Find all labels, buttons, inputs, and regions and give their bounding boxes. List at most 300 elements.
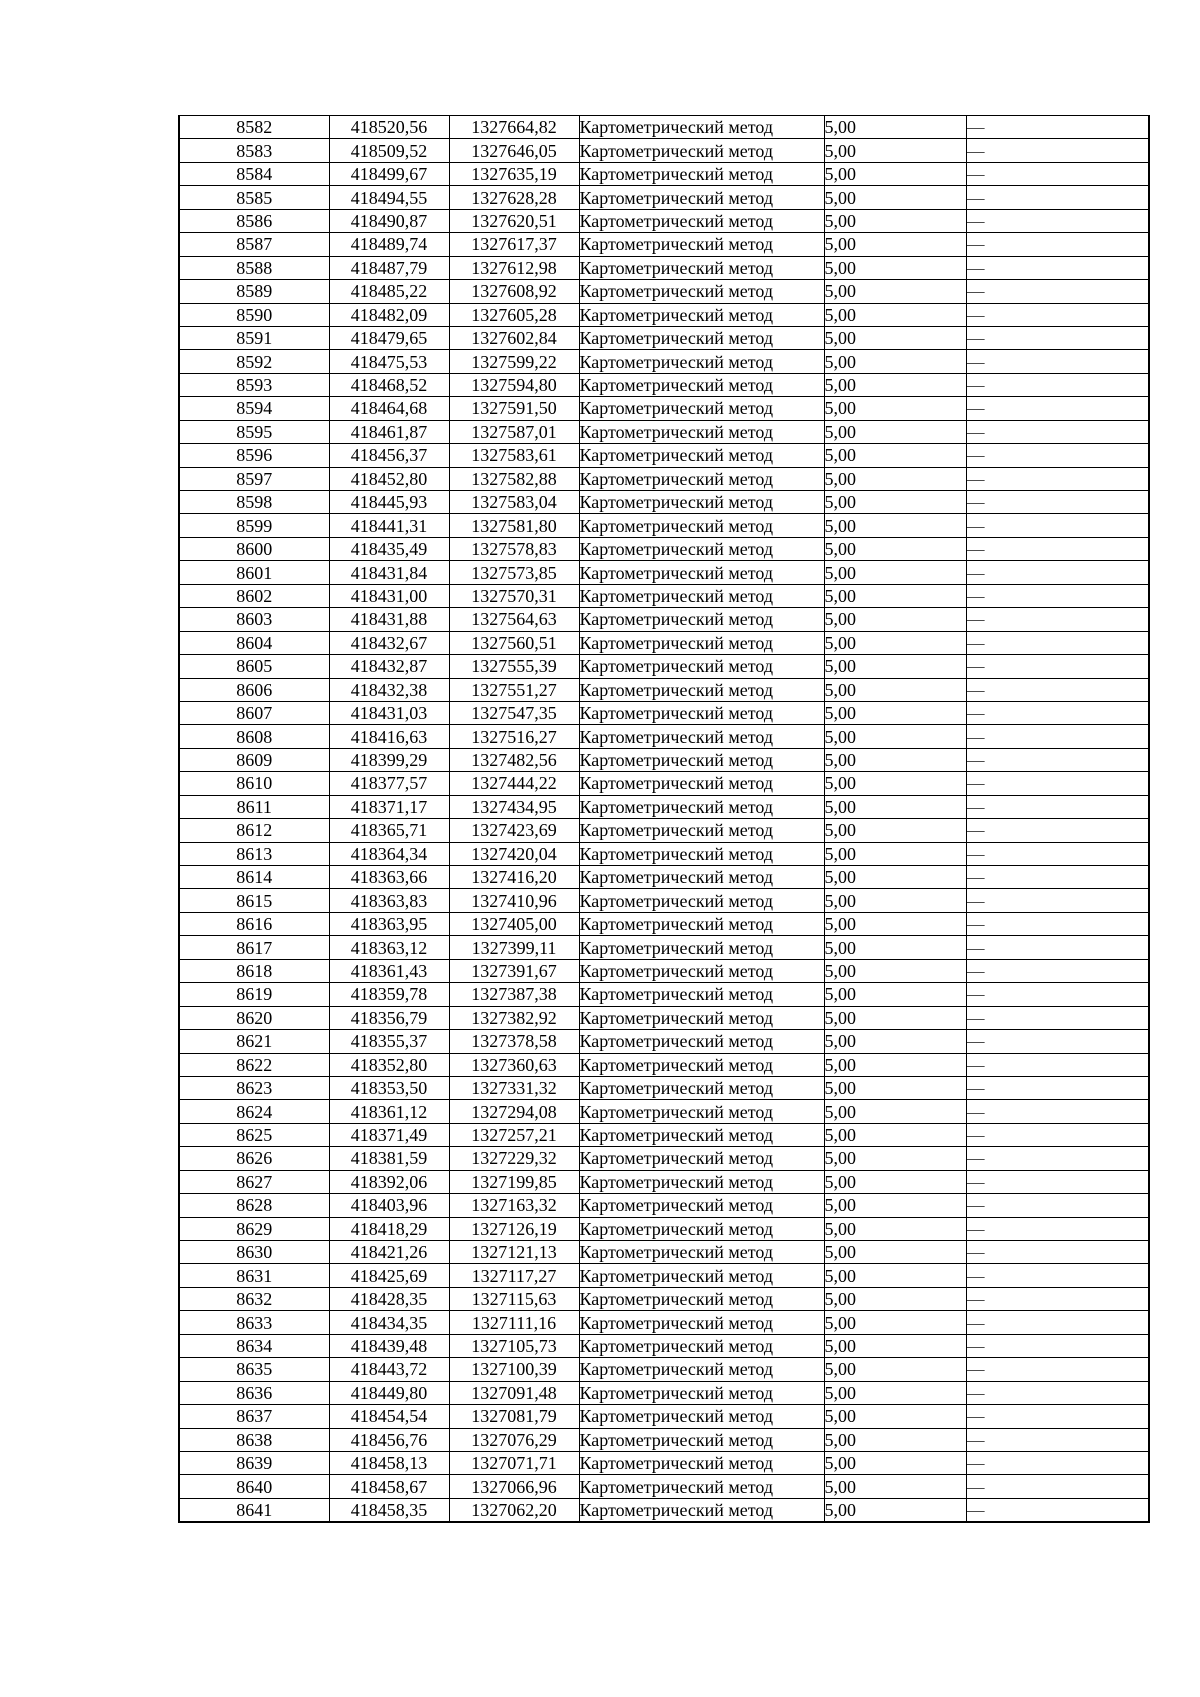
note-cell: — xyxy=(966,233,1149,256)
coord-y-cell: 1327587,01 xyxy=(449,420,579,443)
coordinates-table xyxy=(178,115,1150,1523)
table-row xyxy=(179,373,1149,396)
method-cell: Картометрический метод xyxy=(579,1381,824,1404)
accuracy-cell: 5,00 xyxy=(824,444,966,467)
coord-x-cell: 418363,66 xyxy=(329,866,449,889)
point-number-cell: 8591 xyxy=(179,326,329,349)
table-row xyxy=(179,1287,1149,1310)
coord-y-cell: 1327578,83 xyxy=(449,537,579,560)
coord-x-cell: 418356,79 xyxy=(329,1006,449,1029)
table-row xyxy=(179,819,1149,842)
method-cell: Картометрический метод xyxy=(579,116,824,139)
accuracy-cell: 5,00 xyxy=(824,655,966,678)
point-number-cell: 8597 xyxy=(179,467,329,490)
accuracy-cell: 5,00 xyxy=(824,772,966,795)
table-row xyxy=(179,1264,1149,1287)
coord-x-cell: 418364,34 xyxy=(329,842,449,865)
method-cell: Картометрический метод xyxy=(579,280,824,303)
coord-y-cell: 1327199,85 xyxy=(449,1170,579,1193)
coord-x-cell: 418361,43 xyxy=(329,959,449,982)
table-row xyxy=(179,209,1149,232)
table-row xyxy=(179,561,1149,584)
coord-y-cell: 1327423,69 xyxy=(449,819,579,842)
method-cell: Картометрический метод xyxy=(579,1451,824,1474)
coord-y-cell: 1327416,20 xyxy=(449,866,579,889)
point-number-cell: 8598 xyxy=(179,491,329,514)
coord-x-cell: 418418,29 xyxy=(329,1217,449,1240)
accuracy-cell: 5,00 xyxy=(824,1358,966,1381)
note-cell: — xyxy=(966,1311,1149,1334)
method-cell: Картометрический метод xyxy=(579,420,824,443)
method-cell: Картометрический метод xyxy=(579,1194,824,1217)
coord-y-cell: 1327360,63 xyxy=(449,1053,579,1076)
point-number-cell: 8603 xyxy=(179,608,329,631)
coord-y-cell: 1327583,61 xyxy=(449,444,579,467)
table-row xyxy=(179,256,1149,279)
table-row xyxy=(179,912,1149,935)
table-row xyxy=(179,1451,1149,1474)
coord-x-cell: 418439,48 xyxy=(329,1334,449,1357)
coord-y-cell: 1327410,96 xyxy=(449,889,579,912)
point-number-cell: 8618 xyxy=(179,959,329,982)
coord-y-cell: 1327551,27 xyxy=(449,678,579,701)
coord-x-cell: 418487,79 xyxy=(329,256,449,279)
note-cell: — xyxy=(966,1451,1149,1474)
accuracy-cell: 5,00 xyxy=(824,514,966,537)
accuracy-cell: 5,00 xyxy=(824,139,966,162)
method-cell: Картометрический метод xyxy=(579,1287,824,1310)
point-number-cell: 8638 xyxy=(179,1428,329,1451)
accuracy-cell: 5,00 xyxy=(824,912,966,935)
note-cell: — xyxy=(966,748,1149,771)
note-cell: — xyxy=(966,1264,1149,1287)
coord-y-cell: 1327444,22 xyxy=(449,772,579,795)
coord-y-cell: 1327599,22 xyxy=(449,350,579,373)
point-number-cell: 8626 xyxy=(179,1147,329,1170)
note-cell: — xyxy=(966,912,1149,935)
accuracy-cell: 5,00 xyxy=(824,1451,966,1474)
note-cell: — xyxy=(966,186,1149,209)
method-cell: Картометрический метод xyxy=(579,1076,824,1099)
note-cell: — xyxy=(966,467,1149,490)
coord-y-cell: 1327076,29 xyxy=(449,1428,579,1451)
coord-x-cell: 418421,26 xyxy=(329,1241,449,1264)
coord-x-cell: 418494,55 xyxy=(329,186,449,209)
accuracy-cell: 5,00 xyxy=(824,1241,966,1264)
table-row xyxy=(179,1170,1149,1193)
coord-x-cell: 418425,69 xyxy=(329,1264,449,1287)
table-row xyxy=(179,139,1149,162)
coord-y-cell: 1327062,20 xyxy=(449,1498,579,1521)
method-cell: Картометрический метод xyxy=(579,1311,824,1334)
note-cell: — xyxy=(966,491,1149,514)
coord-y-cell: 1327121,13 xyxy=(449,1241,579,1264)
coord-x-cell: 418392,06 xyxy=(329,1170,449,1193)
coord-x-cell: 418456,76 xyxy=(329,1428,449,1451)
note-cell: — xyxy=(966,1475,1149,1498)
coord-y-cell: 1327399,11 xyxy=(449,936,579,959)
coord-y-cell: 1327612,98 xyxy=(449,256,579,279)
point-number-cell: 8585 xyxy=(179,186,329,209)
accuracy-cell: 5,00 xyxy=(824,186,966,209)
point-number-cell: 8629 xyxy=(179,1217,329,1240)
method-cell: Картометрический метод xyxy=(579,748,824,771)
method-cell: Картометрический метод xyxy=(579,1405,824,1428)
note-cell: — xyxy=(966,959,1149,982)
coord-y-cell: 1327391,67 xyxy=(449,959,579,982)
table-row xyxy=(179,1076,1149,1099)
table-row xyxy=(179,701,1149,724)
accuracy-cell: 5,00 xyxy=(824,866,966,889)
table-row xyxy=(179,772,1149,795)
note-cell: — xyxy=(966,420,1149,443)
point-number-cell: 8602 xyxy=(179,584,329,607)
note-cell: — xyxy=(966,701,1149,724)
note-cell: — xyxy=(966,1334,1149,1357)
coord-y-cell: 1327582,88 xyxy=(449,467,579,490)
coord-x-cell: 418428,35 xyxy=(329,1287,449,1310)
coord-y-cell: 1327635,19 xyxy=(449,162,579,185)
method-cell: Картометрический метод xyxy=(579,678,824,701)
note-cell: — xyxy=(966,584,1149,607)
note-cell: — xyxy=(966,842,1149,865)
coord-x-cell: 418458,13 xyxy=(329,1451,449,1474)
table-row xyxy=(179,1194,1149,1217)
point-number-cell: 8593 xyxy=(179,373,329,396)
accuracy-cell: 5,00 xyxy=(824,1053,966,1076)
point-number-cell: 8615 xyxy=(179,889,329,912)
note-cell: — xyxy=(966,116,1149,139)
method-cell: Картометрический метод xyxy=(579,983,824,1006)
note-cell: — xyxy=(966,1006,1149,1029)
coord-x-cell: 418365,71 xyxy=(329,819,449,842)
method-cell: Картометрический метод xyxy=(579,631,824,654)
point-number-cell: 8600 xyxy=(179,537,329,560)
accuracy-cell: 5,00 xyxy=(824,1381,966,1404)
coord-x-cell: 418449,80 xyxy=(329,1381,449,1404)
table-row xyxy=(179,397,1149,420)
note-cell: — xyxy=(966,1053,1149,1076)
coord-y-cell: 1327482,56 xyxy=(449,748,579,771)
method-cell: Картометрический метод xyxy=(579,209,824,232)
table-row xyxy=(179,537,1149,560)
note-cell: — xyxy=(966,1287,1149,1310)
note-cell: — xyxy=(966,936,1149,959)
method-cell: Картометрический метод xyxy=(579,303,824,326)
point-number-cell: 8605 xyxy=(179,655,329,678)
table-row xyxy=(179,1405,1149,1428)
coord-x-cell: 418431,84 xyxy=(329,561,449,584)
method-cell: Картометрический метод xyxy=(579,467,824,490)
coord-x-cell: 418475,53 xyxy=(329,350,449,373)
note-cell: — xyxy=(966,678,1149,701)
point-number-cell: 8632 xyxy=(179,1287,329,1310)
table-row xyxy=(179,280,1149,303)
point-number-cell: 8590 xyxy=(179,303,329,326)
coord-x-cell: 418431,00 xyxy=(329,584,449,607)
table-row xyxy=(179,631,1149,654)
accuracy-cell: 5,00 xyxy=(824,491,966,514)
coord-x-cell: 418464,68 xyxy=(329,397,449,420)
accuracy-cell: 5,00 xyxy=(824,725,966,748)
accuracy-cell: 5,00 xyxy=(824,795,966,818)
point-number-cell: 8599 xyxy=(179,514,329,537)
note-cell: — xyxy=(966,631,1149,654)
note-cell: — xyxy=(966,819,1149,842)
note-cell: — xyxy=(966,280,1149,303)
note-cell: — xyxy=(966,162,1149,185)
point-number-cell: 8612 xyxy=(179,819,329,842)
coord-x-cell: 418371,49 xyxy=(329,1123,449,1146)
accuracy-cell: 5,00 xyxy=(824,1264,966,1287)
method-cell: Картометрический метод xyxy=(579,889,824,912)
method-cell: Картометрический метод xyxy=(579,912,824,935)
coord-x-cell: 418431,03 xyxy=(329,701,449,724)
note-cell: — xyxy=(966,1498,1149,1521)
coord-y-cell: 1327628,28 xyxy=(449,186,579,209)
method-cell: Картометрический метод xyxy=(579,561,824,584)
coord-x-cell: 418377,57 xyxy=(329,772,449,795)
coord-y-cell: 1327100,39 xyxy=(449,1358,579,1381)
note-cell: — xyxy=(966,1076,1149,1099)
coord-x-cell: 418479,65 xyxy=(329,326,449,349)
table-row xyxy=(179,1053,1149,1076)
method-cell: Картометрический метод xyxy=(579,1334,824,1357)
accuracy-cell: 5,00 xyxy=(824,326,966,349)
note-cell: — xyxy=(966,608,1149,631)
coord-x-cell: 418355,37 xyxy=(329,1030,449,1053)
method-cell: Картометрический метод xyxy=(579,655,824,678)
point-number-cell: 8594 xyxy=(179,397,329,420)
note-cell: — xyxy=(966,139,1149,162)
note-cell: — xyxy=(966,1194,1149,1217)
accuracy-cell: 5,00 xyxy=(824,467,966,490)
method-cell: Картометрический метод xyxy=(579,1428,824,1451)
point-number-cell: 8636 xyxy=(179,1381,329,1404)
coord-y-cell: 1327105,73 xyxy=(449,1334,579,1357)
table-row xyxy=(179,936,1149,959)
method-cell: Картометрический метод xyxy=(579,1006,824,1029)
note-cell: — xyxy=(966,655,1149,678)
method-cell: Картометрический метод xyxy=(579,350,824,373)
accuracy-cell: 5,00 xyxy=(824,1006,966,1029)
coord-y-cell: 1327583,04 xyxy=(449,491,579,514)
accuracy-cell: 5,00 xyxy=(824,584,966,607)
accuracy-cell: 5,00 xyxy=(824,819,966,842)
accuracy-cell: 5,00 xyxy=(824,1147,966,1170)
coord-y-cell: 1327066,96 xyxy=(449,1475,579,1498)
note-cell: — xyxy=(966,1030,1149,1053)
table-row xyxy=(179,584,1149,607)
coord-y-cell: 1327257,21 xyxy=(449,1123,579,1146)
table-row xyxy=(179,1006,1149,1029)
point-number-cell: 8614 xyxy=(179,866,329,889)
note-cell: — xyxy=(966,866,1149,889)
note-cell: — xyxy=(966,1147,1149,1170)
table-row xyxy=(179,1241,1149,1264)
point-number-cell: 8619 xyxy=(179,983,329,1006)
accuracy-cell: 5,00 xyxy=(824,561,966,584)
coord-x-cell: 418482,09 xyxy=(329,303,449,326)
coord-x-cell: 418416,63 xyxy=(329,725,449,748)
table-row xyxy=(179,420,1149,443)
accuracy-cell: 5,00 xyxy=(824,631,966,654)
table-row xyxy=(179,162,1149,185)
point-number-cell: 8582 xyxy=(179,116,329,139)
accuracy-cell: 5,00 xyxy=(824,1170,966,1193)
coord-y-cell: 1327111,16 xyxy=(449,1311,579,1334)
accuracy-cell: 5,00 xyxy=(824,280,966,303)
coord-x-cell: 418432,38 xyxy=(329,678,449,701)
point-number-cell: 8616 xyxy=(179,912,329,935)
coord-x-cell: 418445,93 xyxy=(329,491,449,514)
point-number-cell: 8635 xyxy=(179,1358,329,1381)
table-row xyxy=(179,467,1149,490)
coord-y-cell: 1327420,04 xyxy=(449,842,579,865)
point-number-cell: 8623 xyxy=(179,1076,329,1099)
point-number-cell: 8613 xyxy=(179,842,329,865)
method-cell: Картометрический метод xyxy=(579,233,824,256)
note-cell: — xyxy=(966,303,1149,326)
accuracy-cell: 5,00 xyxy=(824,1217,966,1240)
point-number-cell: 8630 xyxy=(179,1241,329,1264)
note-cell: — xyxy=(966,326,1149,349)
method-cell: Картометрический метод xyxy=(579,959,824,982)
coord-x-cell: 418431,88 xyxy=(329,608,449,631)
point-number-cell: 8604 xyxy=(179,631,329,654)
table-row xyxy=(179,444,1149,467)
coord-y-cell: 1327434,95 xyxy=(449,795,579,818)
accuracy-cell: 5,00 xyxy=(824,1194,966,1217)
note-cell: — xyxy=(966,795,1149,818)
coord-y-cell: 1327573,85 xyxy=(449,561,579,584)
coord-y-cell: 1327646,05 xyxy=(449,139,579,162)
accuracy-cell: 5,00 xyxy=(824,1405,966,1428)
accuracy-cell: 5,00 xyxy=(824,1100,966,1123)
table-row xyxy=(179,303,1149,326)
note-cell: — xyxy=(966,1217,1149,1240)
point-number-cell: 8589 xyxy=(179,280,329,303)
coord-x-cell: 418363,12 xyxy=(329,936,449,959)
coord-y-cell: 1327547,35 xyxy=(449,701,579,724)
accuracy-cell: 5,00 xyxy=(824,209,966,232)
method-cell: Картометрический метод xyxy=(579,1100,824,1123)
accuracy-cell: 5,00 xyxy=(824,397,966,420)
accuracy-cell: 5,00 xyxy=(824,233,966,256)
table-row xyxy=(179,866,1149,889)
accuracy-cell: 5,00 xyxy=(824,1475,966,1498)
table-row xyxy=(179,1428,1149,1451)
accuracy-cell: 5,00 xyxy=(824,256,966,279)
point-number-cell: 8640 xyxy=(179,1475,329,1498)
coord-x-cell: 418353,50 xyxy=(329,1076,449,1099)
method-cell: Картометрический метод xyxy=(579,256,824,279)
point-number-cell: 8587 xyxy=(179,233,329,256)
method-cell: Картометрический метод xyxy=(579,397,824,420)
coord-x-cell: 418352,80 xyxy=(329,1053,449,1076)
coord-x-cell: 418432,87 xyxy=(329,655,449,678)
coord-y-cell: 1327387,38 xyxy=(449,983,579,1006)
note-cell: — xyxy=(966,561,1149,584)
coord-y-cell: 1327081,79 xyxy=(449,1405,579,1428)
method-cell: Картометрический метод xyxy=(579,795,824,818)
table-row xyxy=(179,1030,1149,1053)
method-cell: Картометрический метод xyxy=(579,1241,824,1264)
note-cell: — xyxy=(966,350,1149,373)
accuracy-cell: 5,00 xyxy=(824,1428,966,1451)
coord-y-cell: 1327382,92 xyxy=(449,1006,579,1029)
method-cell: Картометрический метод xyxy=(579,584,824,607)
table-row xyxy=(179,1147,1149,1170)
point-number-cell: 8641 xyxy=(179,1498,329,1521)
method-cell: Картометрический метод xyxy=(579,1217,824,1240)
point-number-cell: 8634 xyxy=(179,1334,329,1357)
note-cell: — xyxy=(966,537,1149,560)
accuracy-cell: 5,00 xyxy=(824,1334,966,1357)
coord-x-cell: 418399,29 xyxy=(329,748,449,771)
note-cell: — xyxy=(966,889,1149,912)
coord-x-cell: 418485,22 xyxy=(329,280,449,303)
coord-x-cell: 418468,52 xyxy=(329,373,449,396)
method-cell: Картометрический метод xyxy=(579,1498,824,1521)
method-cell: Картометрический метод xyxy=(579,1147,824,1170)
point-number-cell: 8608 xyxy=(179,725,329,748)
method-cell: Картометрический метод xyxy=(579,537,824,560)
table-row xyxy=(179,1311,1149,1334)
table-row xyxy=(179,725,1149,748)
method-cell: Картометрический метод xyxy=(579,186,824,209)
point-number-cell: 8622 xyxy=(179,1053,329,1076)
point-number-cell: 8586 xyxy=(179,209,329,232)
point-number-cell: 8601 xyxy=(179,561,329,584)
method-cell: Картометрический метод xyxy=(579,701,824,724)
method-cell: Картометрический метод xyxy=(579,326,824,349)
method-cell: Картометрический метод xyxy=(579,444,824,467)
coord-y-cell: 1327091,48 xyxy=(449,1381,579,1404)
table-row xyxy=(179,983,1149,1006)
point-number-cell: 8588 xyxy=(179,256,329,279)
method-cell: Картометрический метод xyxy=(579,491,824,514)
point-number-cell: 8583 xyxy=(179,139,329,162)
point-number-cell: 8624 xyxy=(179,1100,329,1123)
point-number-cell: 8627 xyxy=(179,1170,329,1193)
accuracy-cell: 5,00 xyxy=(824,1287,966,1310)
method-cell: Картометрический метод xyxy=(579,1475,824,1498)
point-number-cell: 8628 xyxy=(179,1194,329,1217)
method-cell: Картометрический метод xyxy=(579,1053,824,1076)
accuracy-cell: 5,00 xyxy=(824,373,966,396)
coord-x-cell: 418490,87 xyxy=(329,209,449,232)
accuracy-cell: 5,00 xyxy=(824,889,966,912)
method-cell: Картометрический метод xyxy=(579,1123,824,1146)
coord-x-cell: 418361,12 xyxy=(329,1100,449,1123)
accuracy-cell: 5,00 xyxy=(824,1498,966,1521)
note-cell: — xyxy=(966,256,1149,279)
accuracy-cell: 5,00 xyxy=(824,1076,966,1099)
method-cell: Картометрический метод xyxy=(579,1030,824,1053)
coord-x-cell: 418452,80 xyxy=(329,467,449,490)
accuracy-cell: 5,00 xyxy=(824,678,966,701)
point-number-cell: 8609 xyxy=(179,748,329,771)
table-row xyxy=(179,326,1149,349)
coord-y-cell: 1327115,63 xyxy=(449,1287,579,1310)
coord-y-cell: 1327664,82 xyxy=(449,116,579,139)
coord-x-cell: 418363,83 xyxy=(329,889,449,912)
coord-x-cell: 418435,49 xyxy=(329,537,449,560)
accuracy-cell: 5,00 xyxy=(824,748,966,771)
method-cell: Картометрический метод xyxy=(579,514,824,537)
accuracy-cell: 5,00 xyxy=(824,1311,966,1334)
